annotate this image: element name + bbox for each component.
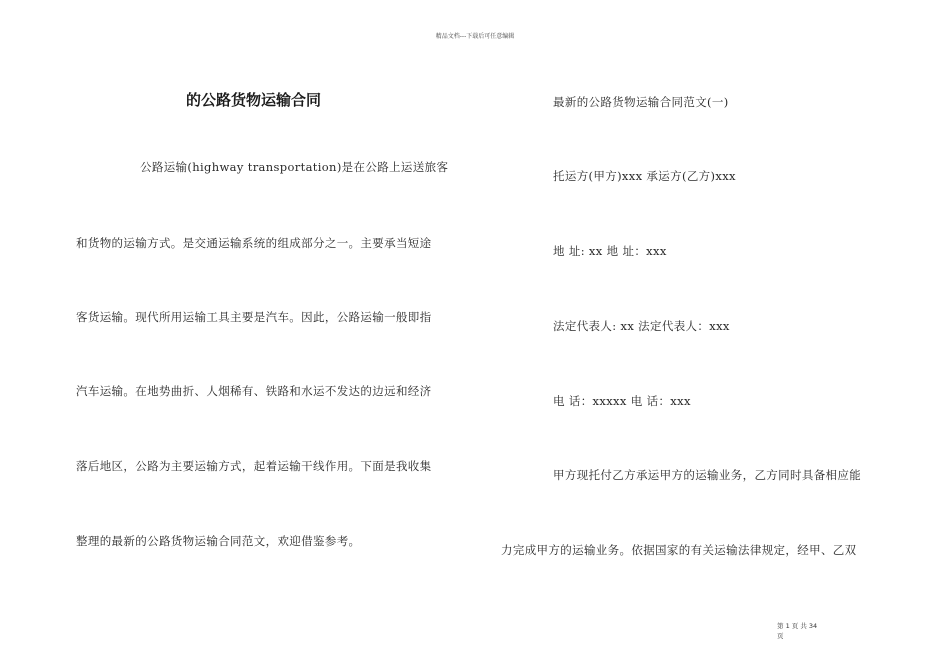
left-line-4: 汽车运输。在地势曲折、人烟稀有、铁路和水运不发达的边远和经济 — [76, 384, 432, 398]
left-line-3: 客货运输。现代所用运输工具主要是汽车。因此，公路运输一般即指 — [76, 310, 432, 324]
right-line-6: 甲方现托付乙方承运甲方的运输业务，乙方同时具备相应能 — [553, 468, 862, 482]
right-line-3: 地 址: xx 地 址：xxx — [553, 244, 667, 258]
right-line-5: 电 话：xxxxx 电 话：xxx — [553, 394, 691, 408]
right-line-4: 法定代表人: xx 法定代表人：xxx — [553, 319, 730, 333]
header-note: 精品文档---下载后可任意编辑 — [435, 33, 515, 40]
right-line-2: 托运方(甲方)xxx 承运方(乙方)xxx — [553, 169, 736, 183]
right-line-7: 力完成甲方的运输业务。依据国家的有关运输法律规定，经甲、乙双 — [501, 543, 857, 557]
left-line-1: 公路运输(highway transportation)是在公路上运送旅客 — [140, 160, 449, 174]
page-suffix: 页 — [777, 632, 784, 640]
left-line-6: 整理的最新的公路货物运输合同范文，欢迎借鉴参考。 — [76, 534, 361, 548]
right-line-1: 最新的公路货物运输合同范文(一) — [553, 95, 729, 109]
page-number: 第 1 页 共 34 — [777, 622, 818, 630]
page-footer — [777, 621, 817, 641]
left-line-5: 落后地区，公路为主要运输方式，起着运输干线作用。下面是我收集 — [76, 459, 432, 473]
document-title: 的公路货物运输合同 — [186, 91, 322, 109]
left-line-2: 和货物的运输方式。是交通运输系统的组成部分之一。主要承当短途 — [76, 236, 432, 250]
